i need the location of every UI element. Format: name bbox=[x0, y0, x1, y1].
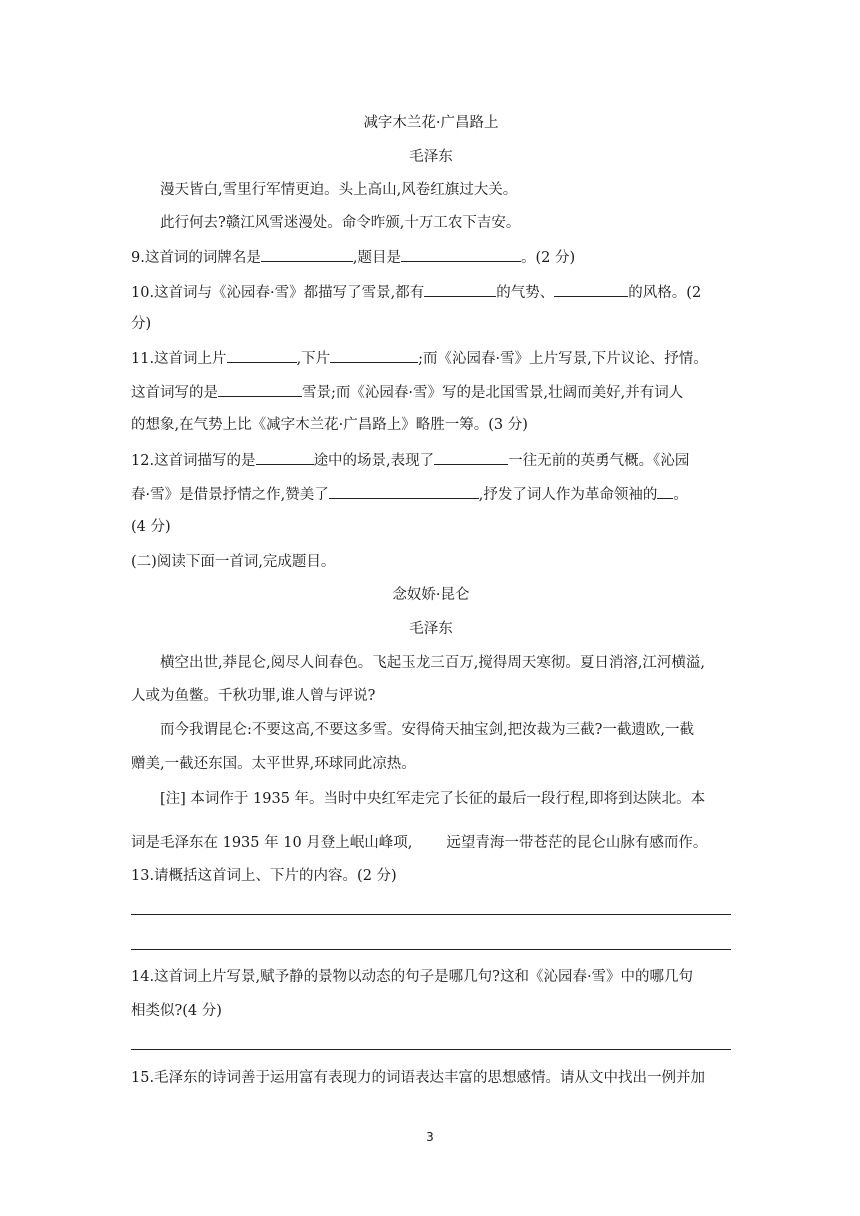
q10-text-a: 10.这首词与《沁园春·雪》都描写了雪景,都有 bbox=[131, 285, 425, 301]
q12-text-e: ,抒发了词人作为革命领袖的 bbox=[478, 487, 658, 503]
q11-text-e: 雪景;而《沁园春·雪》写的是北国雪景,壮阔而美好,并有词人 bbox=[302, 385, 684, 401]
q11-text-b: ,下片 bbox=[296, 351, 331, 367]
q12-text-d: 春·雪》是借景抒情之作,赞美了 bbox=[131, 487, 329, 503]
q10-blank-2[interactable] bbox=[554, 281, 628, 297]
note-line2-part1: 词是毛泽东在 1935 年 10 月登上岷山峰项, bbox=[131, 835, 413, 851]
poem1-line1: 漫天皆白,雪里行军情更迫。头上高山,风卷红旗过大关。 bbox=[160, 182, 518, 198]
q12-text-f: 。 bbox=[673, 487, 688, 503]
q11-blank-1[interactable] bbox=[227, 347, 297, 363]
q12-blank-4[interactable] bbox=[657, 483, 673, 499]
question-9 bbox=[131, 246, 731, 268]
q11-blank-3[interactable] bbox=[218, 381, 302, 397]
poem2-para2-line2: 赠美,一截还东国。太平世界,环球同此凉热。 bbox=[131, 756, 416, 772]
q11-text-d: 这首词写的是 bbox=[131, 385, 218, 401]
poem1-author: 毛泽东 bbox=[409, 149, 453, 165]
question-12-line1 bbox=[131, 449, 731, 471]
poem2-title: 念奴娇·昆仑 bbox=[392, 587, 470, 603]
question-11-line3: 的想象,在气势上比《减字木兰花·广昌路上》略胜一筹。(3 分) bbox=[131, 417, 528, 433]
q9-text-c: 。(2 分) bbox=[520, 250, 576, 266]
q9-blank-1[interactable] bbox=[261, 246, 353, 262]
page-number: 3 bbox=[426, 1130, 434, 1144]
q12-text-a: 12.这首词描写的是 bbox=[131, 453, 256, 469]
poem1-title: 减字木兰花·广昌路上 bbox=[363, 115, 499, 131]
poem1-line2: 此行何去?赣江风雪迷漫处。命令昨颁,十万工农下吉安。 bbox=[160, 215, 521, 231]
answer-line-13-1[interactable] bbox=[131, 914, 731, 915]
q12-text-c: 一往无前的英勇气概。《沁园 bbox=[508, 453, 690, 469]
q9-blank-2[interactable] bbox=[401, 246, 521, 262]
poem2-author: 毛泽东 bbox=[409, 621, 453, 637]
answer-line-14[interactable] bbox=[131, 1049, 731, 1050]
q10-text-b: 的气势、 bbox=[496, 285, 555, 301]
q11-text-a: 11.这首词上片 bbox=[131, 351, 227, 367]
poem2-para2-line1: 而今我谓昆仑:不要这高,不要这多雪。安得倚天抽宝剑,把汝裁为三截?一截遗欧,一截 bbox=[160, 722, 694, 738]
question-10-line2: 分) bbox=[131, 316, 152, 332]
poem2-note-line1: [注] 本词作于 1935 年。当时中央红军走完了长征的最后一段行程,即将到达陕北。本 bbox=[160, 791, 706, 807]
question-11-line2 bbox=[131, 381, 731, 403]
q12-text-b: 途中的场景,表现了 bbox=[313, 453, 435, 469]
q9-text-a: 9.这首词的词牌名是 bbox=[131, 250, 261, 266]
q11-text-c: ;而《沁园春·雪》上片写景,下片议论、抒情。 bbox=[418, 351, 708, 367]
question-14-line2: 相类似?(4 分) bbox=[131, 1003, 222, 1019]
q9-text-b: ,题目是 bbox=[352, 250, 401, 266]
q10-blank-1[interactable] bbox=[424, 281, 496, 297]
poem2-para1-line2: 人或为鱼鳖。千秋功罪,谁人曾与评说? bbox=[131, 688, 376, 704]
question-15-line1: 15.毛泽东的诗词善于运用富有表现力的词语表达丰富的思想感情。请从文中找出一例并加 bbox=[131, 1070, 706, 1086]
note-line2-part2: 远望青海一带苍茫的昆仑山脉有感而作。 bbox=[446, 835, 708, 851]
q12-blank-1[interactable] bbox=[256, 449, 314, 465]
question-10-line1 bbox=[131, 281, 731, 303]
question-12-line2 bbox=[131, 483, 731, 505]
q10-text-c: 的风格。(2 bbox=[628, 285, 702, 301]
section-2-heading: (二)阅读下面一首词,完成题目。 bbox=[131, 554, 336, 570]
answer-line-13-2[interactable] bbox=[131, 949, 731, 950]
q12-blank-2[interactable] bbox=[434, 449, 508, 465]
question-11-line1 bbox=[131, 347, 731, 369]
q12-blank-3[interactable] bbox=[329, 483, 479, 499]
question-13: 13.请概括这首词上、下片的内容。(2 分) bbox=[131, 868, 397, 884]
poem2-para1-line1: 横空出世,莽昆仑,阅尽人间春色。飞起玉龙三百万,搅得周天寒彻。夏日消溶,江河横溢, bbox=[160, 655, 706, 671]
q11-blank-2[interactable] bbox=[330, 347, 418, 363]
poem2-note-line2 bbox=[131, 833, 731, 853]
question-14-line1: 14.这首词上片写景,赋予静的景物以动态的句子是哪几句?这和《沁园春·雪》中的哪几句 bbox=[131, 969, 694, 985]
question-12-line3: (4 分) bbox=[131, 519, 171, 535]
